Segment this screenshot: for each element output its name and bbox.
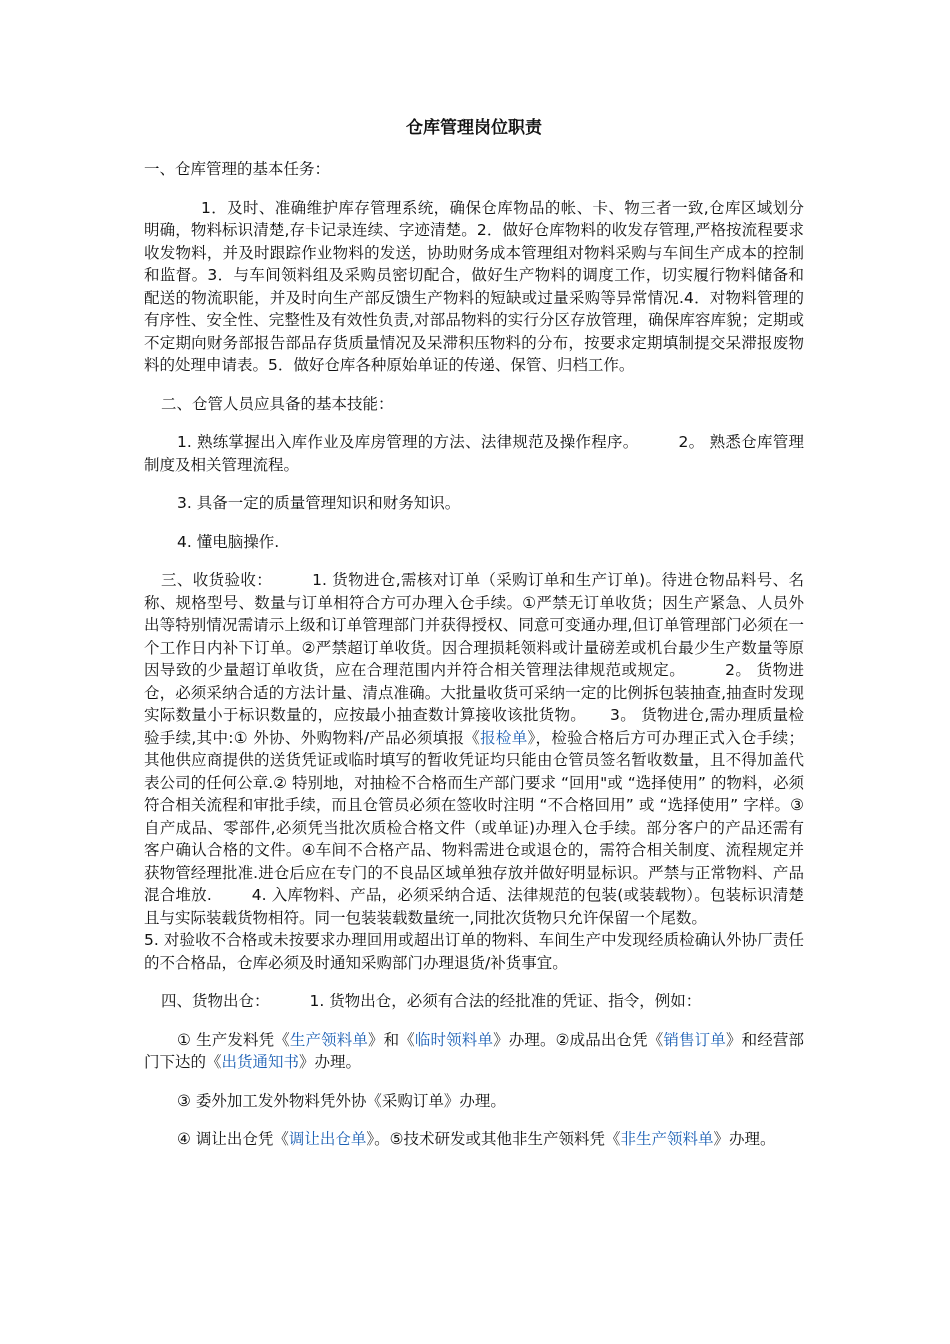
sales-order-link[interactable]: 销售订单 (663, 1030, 726, 1049)
section-3-item-4: 4. 入库物料、产品，必须采纳合适、法律规范的包装(或装载物）。包装标识清楚且与实际装载货物相符。同一包装装载数量统一,同批次货物只允许保留一个尾数。 (144, 886, 805, 927)
section-4-para-3 (144, 1128, 804, 1151)
text-run: 》。⑤技术研发或其他非生产领料凭《 (366, 1130, 621, 1148)
section-4-intro (144, 990, 804, 1013)
section-2-item-1b: 2。 熟悉仓库管理制度及相关管理流程。 (144, 433, 804, 474)
section-3-item-3a: 3。 货物进仓,需办理质量检验手续,其中:① 外协、外购物料/产品必须填报《 (144, 706, 804, 747)
section-2-item-3: 4. 懂电脑操作. (177, 532, 280, 551)
document-body (144, 116, 804, 1151)
non-production-requisition-link[interactable]: 非生产领料单 (620, 1130, 714, 1148)
shipping-notice-link[interactable]: 出货通知书 (221, 1053, 300, 1071)
section-2-item-1 (144, 431, 804, 476)
section-4-heading: 四、货物出仓： (161, 992, 270, 1010)
section-1-body: 1．及时、准确维护库存管理系统，确保仓库物品的帐、卡、物三者一致,仓库区域划分明确，物料标识清楚,存卡记录连续、字迹清楚。2．做好仓库物料的收发存管理,严格按流程要求收发物料，并及时跟踪作业物料的发送，协助财务成本管理组对物料采购与车间生产成本的控制和监督。3．与车间领料组及采购员密切配合，做好生产物料的调度工作，切实履行物料储备和配送的物流职能，并及时向生产部反馈生产物料的短缺或过量采购等异常情况.4．对物料管理的有序性、安全性、完整性及有效性负责,对部品物料的实行分区存放管理，确保库容库貌；定期或不定期向财务部报告部品存货质量情况及呆滞积压物料的分布，按要求定期填制提交呆滞报废物料的处理申请表。5．做好仓库各种原始单证的传递、保管、归档工作。 (144, 198, 804, 374)
production-requisition-link[interactable]: 生产领料单 (289, 1030, 369, 1049)
text-run: 》和《 (368, 1030, 415, 1049)
section-3-item-2: 2。 货物进仓，必须采纳合适的方法计量、清点准确。大批量收货可采纳一定的比例拆包装抽查,抽查时发现实际数量小于标识数量的，应按最小抽查数计算接收该批货物。 (144, 661, 804, 724)
section-4-item-1: 1. 货物出仓，必须有合法的经批准的凭证、指令，例如： (309, 992, 702, 1010)
document-title: 仓库管理岗位职责 (406, 118, 542, 138)
transfer-out-form-link[interactable]: 调让出仓单 (288, 1130, 367, 1148)
section-2-heading: 二、仓管人员应具备的基本技能： (161, 394, 394, 413)
section-3-item-1: 1. 货物进仓,需核对订单（采购订单和生产订单)。待进仓物品料号、名称、规格型号、数量与订单相符合方可办理入仓手续。①严禁无订单收货；因生产紧急、人员外出等特别情况需请示上级和订单管理部门并获得授权、同意可变通办理,但订单管理部门必须在一个工作日内补下订单。②严禁超订单收货。因合理损耗领料或计量磅差或机台最少生产数量等原因导致的少量超订单收货，应在合理范围内并符合相关管理法律规范或规定。 (144, 571, 804, 679)
text-run: 》办理。 (713, 1130, 776, 1148)
text-run: 》办理。 (299, 1053, 362, 1071)
text-run: ① 生产发料凭《 (177, 1030, 290, 1049)
section-2-item-1a: 1. 熟练掌握出入库作业及库房管理的方法、法律规范及操作程序。 (177, 433, 639, 451)
inspection-form-link[interactable]: 报检单 (480, 728, 528, 747)
text-run: 》办理。②成品出仓凭《 (493, 1030, 664, 1049)
text-run: 》和经营部门下达的《 (144, 1030, 804, 1071)
section-3-heading: 三、收货验收： (161, 571, 273, 589)
section-2-item-2: 3. 具备一定的质量管理知识和财务知识。 (177, 494, 461, 512)
section-3-item-5: 5. 对验收不合格或未按要求办理回用或超出订单的物料、车间生产中发现经质检确认外协厂责任的不合格品，仓库必须及时通知采购部门办理退货/补货事宜。 (144, 931, 804, 972)
section-3-body (144, 569, 804, 929)
text-run: ④ 调让出仓凭《 (177, 1130, 289, 1148)
section-4-para-2: ③ 委外加工发外物料凭外协《采购订单》办理。 (177, 1091, 506, 1110)
section-3-item-3b: 》，检验合格后方可办理正式入仓手续；其他供应商提供的送货凭证或临时填写的暂收凭证均只能由仓管员签名暂收数量，且不得加盖代表公司的任何公章.② 特别地，对抽检不合格而生产部门要求 “回用"或 “选择使用” 的物料，必须符合相关流程和审批手续，而且仓管员必须在签收时注明 “不合格回用” 或 “选择使用” 字样。③自产成品、零部件,必须凭当批次质检合格文件（或单证)办理入仓手续。部分客户的产品还需有客户确认合格的文件。④车间不合格产品、物料需进仓或退仓的，需符合相关制度、流程规定并获物管经理批准.进仓后应在专门的不良品区域单独存放并做好明显标识。严禁与正常物料、产品混合堆放. (144, 728, 804, 904)
section-4-para-1 (144, 1029, 804, 1074)
section-1-heading: 一、仓库管理的基本任务： (144, 160, 331, 178)
temporary-requisition-link[interactable]: 临时领料单 (414, 1030, 494, 1049)
